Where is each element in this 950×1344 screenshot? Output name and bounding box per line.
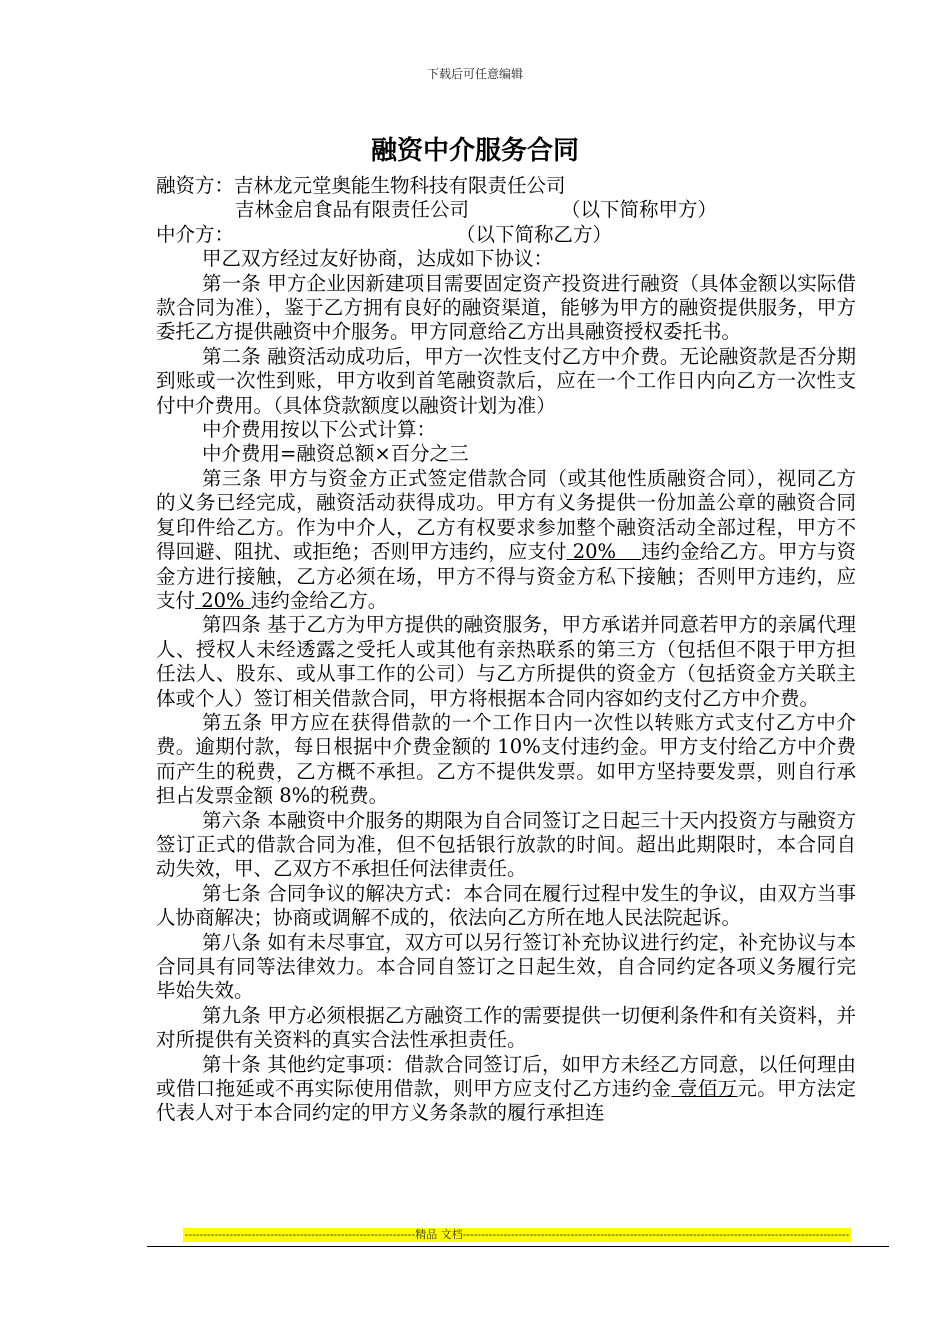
penalty-amount: 壹佰万 — [671, 1077, 738, 1101]
document-title: 融资中介服务合同 — [370, 136, 579, 166]
financier-2-line — [156, 198, 856, 222]
intermediary-alias: （以下简称乙方） — [456, 222, 613, 246]
article-3-part-a: 第三条 甲方与资金方正式签定借款合同（或其他性质融资合同），视同乙方的义务已经完成，融资活动获得成功。甲方有义务提供一份加盖公章的融资合同复印件给乙方。作为中介人，乙方有权要求参加整个融资活动全部过程，甲方不得回避、阻扰、或拒绝；否则甲方违约，应支付 — [156, 466, 856, 564]
fee-formula-intro: 中介费用按以下公式计算： — [202, 418, 437, 442]
article-10 — [156, 1053, 856, 1126]
article-8: 第八条 如有未尽事宜，双方可以另行签订补充协议进行约定，补充协议与本合同具有同等法律效力。本合同自签订之日起生效，自合同约定各项义务履行完毕始失效。 — [156, 930, 856, 1003]
article-6: 第六条 本融资中介服务的期限为自合同签订之日起三十天内投资方与融资方签订正式的借款合同为准，但不包括银行放款的时间。超出此期限时，本合同自动失效，甲、乙双方不承担任何法律责任。 — [156, 808, 856, 881]
article-2: 第二条 融资活动成功后，甲方一次性支付乙方中介费。无论融资款是否分期到账或一次性到账，甲方收到首笔融资款后，应在一个工作日内向乙方一次性支付中介费用。（具体贷款额度以融资计划为准） — [156, 344, 856, 417]
article-7: 第七条 合同争议的解决方式：本合同在履行过程中发生的争议，由双方当事人协商解决；协商或调解不成的，依法向乙方所在地人民法院起诉。 — [156, 881, 856, 930]
article-1: 第一条 甲方企业因新建项目需要固定资产投资进行融资（具体金额以实际借款合同为准），鉴于乙方拥有良好的融资渠道，能够为甲方的融资提供服务，甲方委托乙方提供融资中介服务。甲方同意给乙方出具融资授权委托书。 — [156, 271, 856, 344]
article-10-part-a: 第十条 其他约定事项：借款合同签订后，如甲方未经乙方同意，以任何理由或借口拖延或不再实际使用借款，则甲方应支付乙方违约金 — [156, 1052, 856, 1101]
intermediary-label: 中介方： — [156, 222, 235, 246]
financier-2: 吉林金启食品有限责任公司 — [235, 198, 470, 222]
contract-body — [156, 174, 856, 1126]
article-5: 第五条 甲方应在获得借款的一个工作日内一次性以转账方式支付乙方中介费。逾期付款，每日根据中介费金额的 10%支付违约金。甲方支付给乙方中介费而产生的税费，乙方概不承担。乙方不提供发票。如甲方坚持要发票，则自行承担占发票金额 8%的税费。 — [156, 710, 856, 808]
intermediary-line — [156, 223, 856, 247]
article-3-part-c: 违约金给乙方。 — [250, 588, 388, 612]
financier-line — [156, 174, 856, 198]
fee-formula: 中介费用=融资总额×百分之三 — [202, 442, 469, 466]
financier-1: 吉林龙元堂奥能生物科技有限责任公司 — [234, 174, 566, 197]
article-9: 第九条 甲方必须根据乙方融资工作的需要提供一切便利条件和有关资料，并对所提供有关资料的真实合法性承担责任。 — [156, 1003, 856, 1052]
intro: 甲乙双方经过友好协商，达成如下协议： — [202, 247, 554, 271]
penalty-rate-2: 20% — [195, 588, 251, 612]
financier-alias: （以下简称甲方） — [561, 198, 718, 222]
article-3 — [156, 467, 856, 613]
penalty-rate-1: 20% — [566, 540, 642, 564]
header-note: 下载后可任意编辑 — [426, 67, 523, 81]
article-3-part-b: 违约金给乙方。甲方与资金方进行接触，乙方必须在场，甲方不得与资金方私下接触；否则甲方违约，应支付 — [156, 540, 856, 612]
footer-divider — [147, 1246, 889, 1247]
article-10-part-b: 元。甲方法定代表人对于本合同约定的甲方义务条款的履行承担连 — [156, 1077, 856, 1125]
financier-label: 融资方： — [156, 174, 235, 197]
footer-watermark-bar: --------------------------------------------------------------精品 文档-------------------------------------------------------------------------------------------------------- — [184, 1228, 850, 1241]
article-4: 第四条 基于乙方为甲方提供的融资服务，甲方承诺并同意若甲方的亲属代理人、授权人未经透露之受托人或其他有亲热联系的第三方（包括但不限于甲方担任法人、股东、或从事工作的公司）与乙方所提供的资金方（包括资金方关联主体或个人）签订相关借款合同，甲方将根据本合同内容如约支付乙方中介费。 — [156, 613, 856, 710]
